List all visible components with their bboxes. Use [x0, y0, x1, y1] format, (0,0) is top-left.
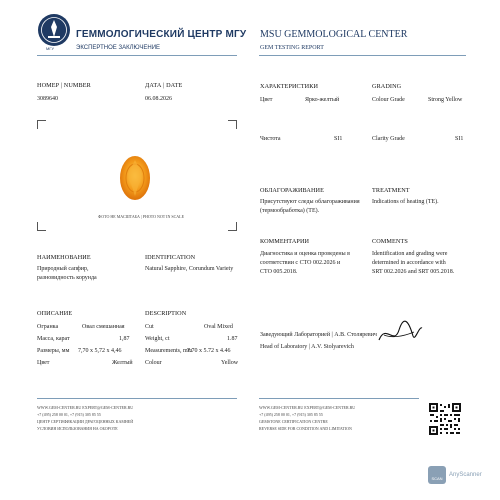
description-title-en: DESCRIPTION	[145, 310, 187, 317]
comments-text-en-2: determined in accordance with	[372, 260, 446, 266]
footer-en-4: REVERSE SIDE FOR CONDITION AND LIMITATION	[259, 426, 352, 431]
photo-corner-br	[228, 222, 237, 231]
signature-line-ru: Заведующий Лабораторией | А.В. Столяревич	[260, 332, 377, 338]
footer-ru-4: УСЛОВИЯ ИСПОЛЬЗОВАНИЯ НА ОБОРОТЕ	[37, 426, 118, 431]
desc-row-label-ru: Размеры, мм	[37, 348, 70, 354]
report-title-ru: ЭКСПЕРТНОЕ ЗАКЛЮЧЕНИЕ	[76, 45, 161, 51]
desc-row-label-ru: Огранка	[37, 324, 59, 330]
footer-en-2: +7 (495) 258 00 01, +7 (915) 305 85 55	[259, 412, 323, 417]
logo	[37, 13, 71, 47]
org-name-ru: ГЕММОЛОГИЧЕСКИЙ ЦЕНТР МГУ	[76, 29, 247, 40]
desc-row-label-ru: Масса, карат	[37, 336, 70, 342]
treatment-text-ru-2: (термообработка) (ТЕ).	[260, 208, 320, 214]
clarity-label-ru: Чистота	[260, 136, 281, 142]
footer-ru-3: ЦЕНТР СЕРТИФИКАЦИИ ДРАГОЦЕННЫХ КАМНЕЙ	[37, 419, 134, 424]
identification-text-ru-2: разновидность корунда	[37, 275, 97, 281]
header-divider-left	[37, 55, 237, 56]
desc-row-label-en: Cut	[145, 324, 154, 330]
desc-row-label-en: Measurements, mm	[145, 348, 193, 354]
report-title-en: GEM TESTING REPORT	[260, 45, 324, 51]
footer-ru-1: WWW.GEM-CENTER.RU EXPERT@GEM-CENTER.RU	[37, 405, 134, 410]
scan-badge	[428, 466, 446, 484]
date-label: ДАТА | DATE	[145, 82, 183, 89]
desc-row-value-en: 1.87	[227, 336, 238, 342]
identification-title-en: IDENTIFICATION	[145, 254, 196, 261]
color-label-ru: Цвет	[260, 97, 273, 103]
number-label: НОМЕР | NUMBER	[37, 82, 91, 89]
clarity-grade-value: SI1	[455, 136, 464, 142]
footer-divider-right	[259, 398, 419, 399]
identification-text-en: Natural Sapphire, Corundum Variety	[145, 266, 234, 272]
treatment-title-ru: ОБЛАГОРАЖИВАНИЕ	[260, 187, 324, 194]
scan-badge-label: SCAN	[431, 476, 443, 481]
footer-en-1: WWW.GEM-CENTER.RU EXPERT@GEM-CENTER.RU	[259, 405, 356, 410]
color-grade-label: Colour Grade	[372, 97, 405, 103]
treatment-text-ru-1: Присутствуют следы облагораживания	[260, 199, 360, 205]
desc-row-value-ru: 7,70 x 5,72 x 4,46	[78, 348, 122, 354]
description-title-ru: ОПИСАНИЕ	[37, 310, 73, 317]
desc-row-value-ru: Овал смешанная	[82, 324, 125, 330]
qr-code	[428, 402, 462, 436]
desc-row-value-en: 7.70 x 5.72 x 4.46	[187, 348, 231, 354]
signature-line-en: Head of Laboratory | A.V. Stolyarevich	[260, 344, 354, 350]
identification-text-ru-1: Природный сапфир,	[37, 266, 89, 272]
desc-row-value-en: Oval Mixed	[204, 324, 233, 330]
clarity-grade-label: Clarity Grade	[372, 136, 405, 142]
photo-corner-tl	[37, 120, 46, 129]
desc-row-value-ru: Желтый	[112, 360, 133, 366]
desc-row-value-ru: 1,87	[119, 336, 130, 342]
comments-text-ru-1: Диагностика и оценка проведены в	[260, 251, 350, 257]
gemstone-photo	[116, 152, 154, 204]
comments-text-en-3: SRT 002.2026 and SRT 005.2018.	[372, 269, 455, 275]
desc-row-label-en: Colour	[145, 360, 162, 366]
photo-corner-tr	[228, 120, 237, 129]
photo-corner-bl	[37, 222, 46, 231]
photo-caption: ФОТО НЕ МАСШТАБА | PHOTO NOT IN SCALE	[98, 214, 185, 219]
comments-text-en-1: Identification and grading were	[372, 251, 448, 257]
desc-row-label-en: Weight, ct	[145, 336, 170, 342]
comments-text-ru-2: соответствии с СТО 002.2026 и	[260, 260, 341, 266]
desc-row-label-ru: Цвет	[37, 360, 50, 366]
footer-divider-left	[37, 398, 237, 399]
comments-title-ru: КОММЕНТАРИИ	[260, 238, 310, 245]
comments-text-ru-3: СТО 005.2018.	[260, 269, 298, 275]
identification-title-ru: НАИМЕНОВАНИЕ	[37, 254, 91, 261]
logo-text: МГУ	[46, 46, 55, 51]
clarity-value-ru: SI1	[334, 136, 343, 142]
footer-en-3: GEMSTONE CERTIFICATION CENTRE	[259, 419, 328, 424]
scanner-app-name: AnyScanner	[449, 472, 482, 478]
comments-title-en: COMMENTS	[372, 238, 408, 245]
color-value-ru: Ярко-желтый	[305, 97, 340, 103]
header-divider-right	[259, 55, 466, 56]
date-value: 06.08.2026	[145, 96, 172, 102]
org-name-en: MSU GEMMOLOGICAL CENTER	[260, 29, 408, 40]
signature-scribble	[376, 318, 424, 348]
color-grade-value: Strong Yellow	[428, 97, 463, 103]
number-value: 3089640	[37, 96, 58, 102]
treatment-title-en: TREATMENT	[372, 187, 410, 194]
characteristics-title: ХАРАКТЕРИСТИКИ	[260, 83, 319, 90]
grading-title: GRADING	[372, 83, 402, 90]
footer-ru-2: +7 (495) 258 00 01, +7 (915) 305 85 55	[37, 412, 101, 417]
desc-row-value-en: Yellow	[221, 360, 239, 366]
treatment-text-en: Indications of heating (TE).	[372, 199, 439, 205]
